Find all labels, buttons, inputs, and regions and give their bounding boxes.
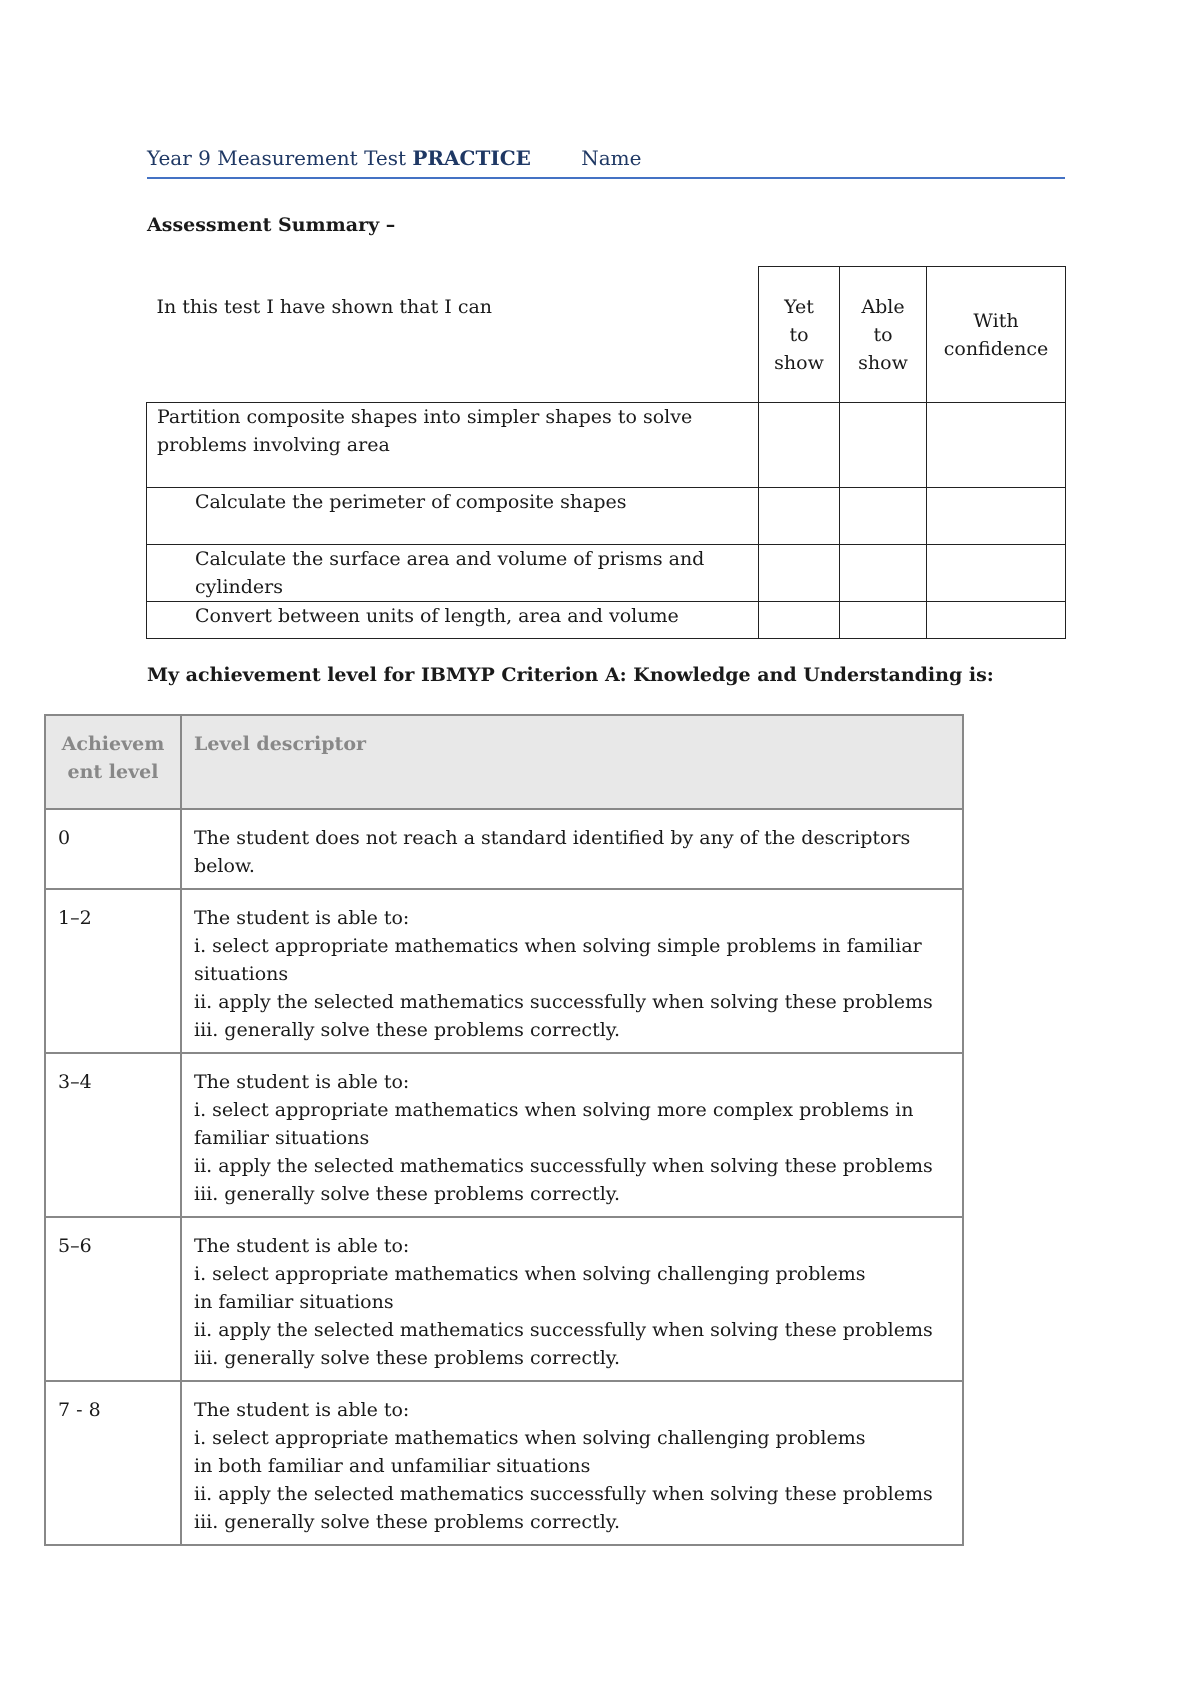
checkbox-cell-confidence[interactable] (927, 403, 1066, 488)
level-row (45, 809, 963, 889)
summary-intro-text: In this test I have shown that I can (156, 295, 493, 318)
level-value: 3–4 (45, 1053, 181, 1217)
level-descriptor (181, 1217, 963, 1381)
col-yet-line: to (789, 323, 809, 346)
summary-heading: Assessment Summary – (147, 214, 396, 236)
col-achievement-level (45, 715, 181, 809)
checkbox-cell-able[interactable] (840, 488, 927, 545)
descriptor-line: i. select appropriate mathematics when solving challenging problems (194, 1427, 866, 1449)
descriptor-line: in familiar situations (194, 1291, 394, 1313)
skill-label: Calculate the surface area and volume of prisms and cylinders (147, 545, 759, 602)
col-confidence-line: confidence (943, 337, 1049, 360)
descriptor-line: iii. generally solve these problems correctly. (194, 1019, 621, 1041)
checkbox-cell-confidence[interactable] (927, 602, 1066, 639)
descriptor-line: i. select appropriate mathematics when solving more complex problems in familiar situations (194, 1099, 914, 1149)
summary-row (147, 403, 1066, 488)
col-yet-to-show (759, 267, 840, 403)
descriptor-line: ii. apply the selected mathematics successfully when solving these problems (194, 1155, 933, 1177)
checkbox-cell-yet[interactable] (759, 403, 840, 488)
summary-header-row (147, 267, 1066, 403)
skill-label: Convert between units of length, area and volume (147, 602, 759, 639)
checkbox-cell-confidence[interactable] (927, 545, 1066, 602)
level-row (45, 1381, 963, 1545)
col-level-line: Achievem (61, 733, 165, 755)
header-title: Year 9 Measurement Test (147, 146, 407, 170)
checkbox-cell-confidence[interactable] (927, 488, 1066, 545)
level-descriptor (181, 1381, 963, 1545)
col-able-to-show (840, 267, 927, 403)
descriptor-line: The student is able to: (194, 907, 410, 929)
level-value: 7 - 8 (45, 1381, 181, 1545)
descriptor-line: i. select appropriate mathematics when solving simple problems in familiar situations (194, 935, 922, 985)
skill-label: Partition composite shapes into simpler shapes to solve problems involving area (147, 403, 759, 488)
header-name-label: Name (581, 146, 642, 170)
level-row (45, 1217, 963, 1381)
checkbox-cell-able[interactable] (840, 545, 927, 602)
skill-label: Calculate the perimeter of composite shapes (147, 488, 759, 545)
col-yet-line: show (774, 351, 824, 374)
col-level-line: ent level (67, 761, 159, 783)
descriptor-line: in both familiar and unfamiliar situations (194, 1455, 591, 1477)
descriptor-line: The student is able to: (194, 1399, 410, 1421)
col-level-descriptor: Level descriptor (181, 715, 963, 809)
col-able-line: show (858, 351, 908, 374)
summary-row (147, 545, 1066, 602)
descriptor-line: i. select appropriate mathematics when solving challenging problems (194, 1263, 866, 1285)
header-title-strong: PRACTICE (412, 146, 531, 170)
levels-body (45, 809, 963, 1545)
col-confidence-line: With (973, 309, 1019, 332)
level-row (45, 1053, 963, 1217)
checkbox-cell-yet[interactable] (759, 545, 840, 602)
descriptor-line: The student is able to: (194, 1071, 410, 1093)
descriptor-line: iii. generally solve these problems correctly. (194, 1183, 621, 1205)
achievement-levels-table (44, 714, 964, 1546)
checkbox-cell-yet[interactable] (759, 488, 840, 545)
descriptor-line: The student does not reach a standard identified by any of the descriptors below. (194, 827, 911, 877)
descriptor-line: iii. generally solve these problems correctly. (194, 1347, 621, 1369)
level-descriptor (181, 889, 963, 1053)
descriptor-line: ii. apply the selected mathematics successfully when solving these problems (194, 1319, 933, 1341)
checkbox-cell-able[interactable] (840, 602, 927, 639)
page-header (147, 143, 1065, 179)
col-with-confidence (927, 267, 1066, 403)
achievement-heading: My achievement level for IBMYP Criterion A: Knowledge and Understanding is: (147, 664, 994, 686)
assessment-summary-table (146, 266, 1066, 639)
col-yet-line: Yet (784, 295, 814, 318)
descriptor-line: The student is able to: (194, 1235, 410, 1257)
col-able-line: Able (861, 295, 905, 318)
levels-header-row (45, 715, 963, 809)
descriptor-line: ii. apply the selected mathematics successfully when solving these problems (194, 1483, 933, 1505)
level-value: 5–6 (45, 1217, 181, 1381)
summary-intro (147, 267, 759, 403)
level-descriptor (181, 1053, 963, 1217)
descriptor-line: ii. apply the selected mathematics successfully when solving these problems (194, 991, 933, 1013)
level-value: 1–2 (45, 889, 181, 1053)
col-able-line: to (873, 323, 893, 346)
summary-row (147, 488, 1066, 545)
level-descriptor (181, 809, 963, 889)
checkbox-cell-able[interactable] (840, 403, 927, 488)
summary-row (147, 602, 1066, 639)
level-row (45, 889, 963, 1053)
level-value: 0 (45, 809, 181, 889)
checkbox-cell-yet[interactable] (759, 602, 840, 639)
descriptor-line: iii. generally solve these problems correctly. (194, 1511, 621, 1533)
